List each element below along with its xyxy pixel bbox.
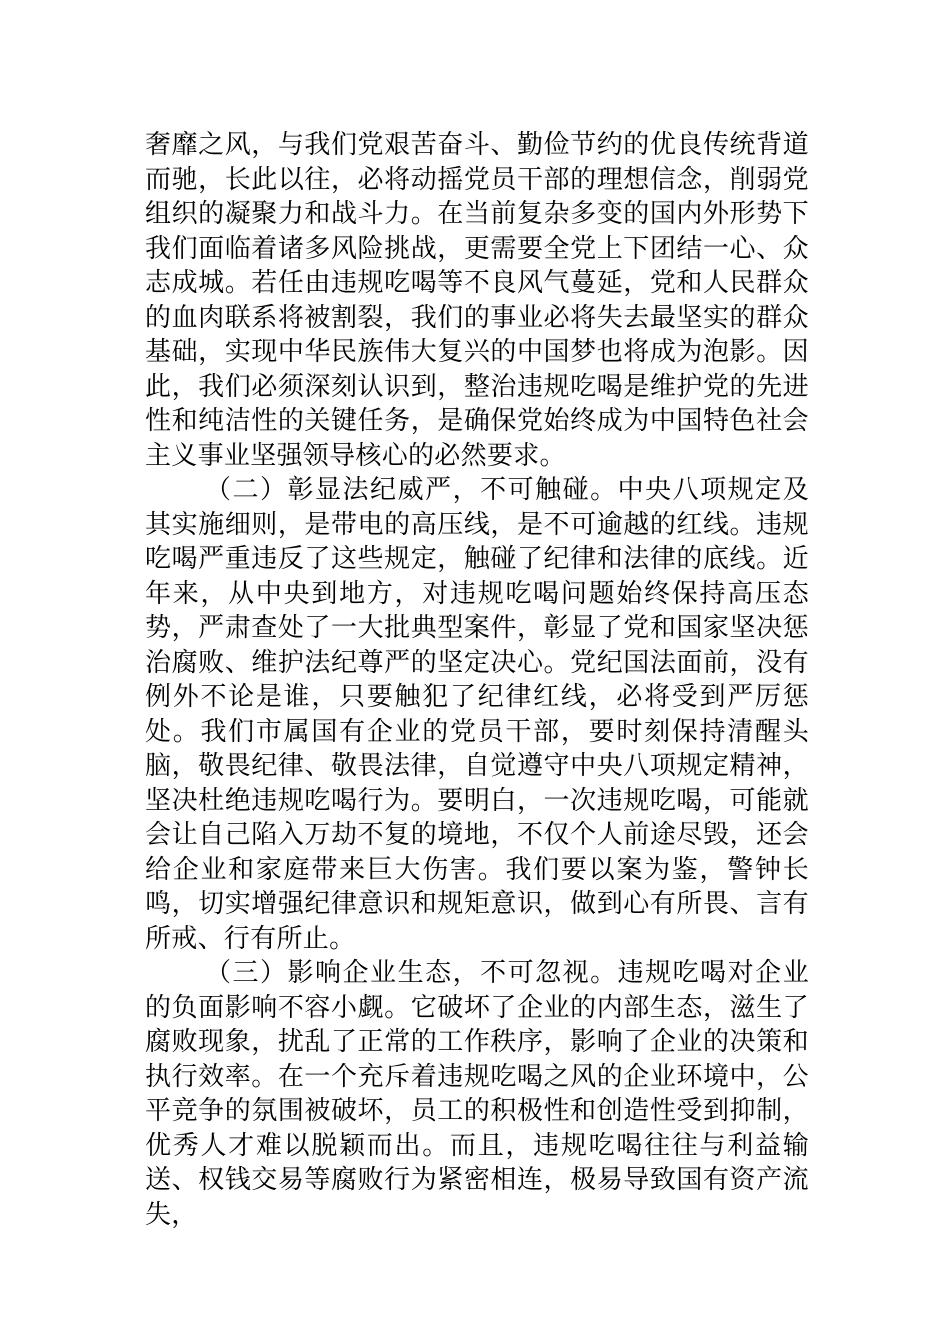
document-body <box>145 128 809 1232</box>
paragraph-section-two: （二）彰显法纪威严，不可触碰。中央八项规定及其实施细则，是带电的高压线，是不可逾越的红线。违规吃喝严重违反了这些规定，触碰了纪律和法律的底线。近年来，从中央到地方，对违规吃喝问题始终保持高压态势，严肃查处了一大批典型案件，彰显了党和国家坚决惩治腐败、维护法纪尊严的坚定决心。党纪国法面前，没有例外不论是谁，只要触犯了纪律红线，必将受到严厉惩处。我们市属国有企业的党员干部，要时刻保持清醒头脑，敬畏纪律、敬畏法律，自觉遵守中央八项规定精神，坚决杜绝违规吃喝行为。要明白，一次违规吃喝，可能就会让自己陷入万劫不复的境地，不仅个人前途尽毁，还会给企业和家庭带来巨大伤害。我们要以案为鉴，警钟长鸣，切实增强纪律意识和规矩意识，做到心有所畏、言有所戒、行有所止。 <box>145 475 809 954</box>
paragraph-section-three: （三）影响企业生态，不可忽视。违规吃喝对企业的负面影响不容小觑。它破坏了企业的内部生态，滋生了腐败现象，扰乱了正常的工作秩序，影响了企业的决策和执行效率。在一个充斥着违规吃喝之风的企业环境中，公平竞争的氛围被破坏，员工的积极性和创造性受到抑制，优秀人才难以脱颖而出。而且，违规吃喝往往与利益输送、权钱交易等腐败行为紧密相连，极易导致国有资产流失， <box>145 958 809 1230</box>
paragraph-continuation: 奢靡之风，与我们党艰苦奋斗、勤俭节约的优良传统背道而驰，长此以往，必将动摇党员干部的理想信念，削弱党组织的凝聚力和战斗力。在当前复杂多变的国内外形势下我们面临着诸多风险挑战，更需要全党上下团结一心、众志成城。若任由违规吃喝等不良风气蔓延，党和人民群众的血肉联系将被割裂，我们的事业必将失去最坚实的群众基础，实现中华民族伟大复兴的中国梦也将成为泡影。因此，我们必须深刻认识到，整治违规吃喝是维护党的先进性和纯洁性的关键任务，是确保党始终成为中国特色社会主义事业坚强领导核心的必然要求。 <box>145 130 809 471</box>
